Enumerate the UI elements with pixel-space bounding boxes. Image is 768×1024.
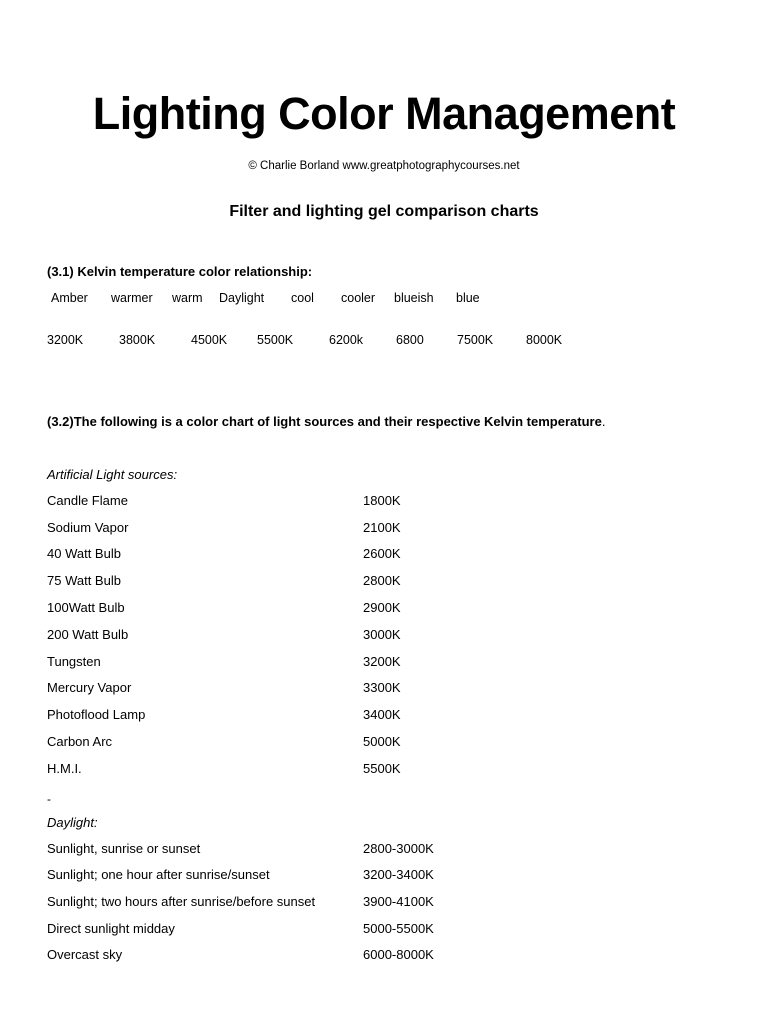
light-source-value: 2800K [363,573,401,588]
kelvin-value: 5500K [257,333,294,347]
page-subtitle: Filter and lighting gel comparison charts [229,203,539,220]
page-title: Lighting Color Management [92,88,676,139]
light-source-value: 3300K [363,680,401,695]
artificial-sources-label: Artificial Light sources: [47,467,178,482]
light-source-name: 100Watt Bulb [47,600,125,615]
light-source-value: 5500K [363,761,401,776]
light-source-value: 2100K [363,520,401,535]
kelvin-word: blue [456,291,480,305]
kelvin-value: 4500K [191,333,228,347]
kelvin-word: Amber [51,291,88,305]
light-source-value: 2900K [363,600,401,615]
kelvin-value: 8000K [526,333,563,347]
light-source-value: 3400K [363,707,401,722]
light-source-value: 2600K [363,546,401,561]
kelvin-value: 3800K [119,333,156,347]
kelvin-word: warm [172,291,203,305]
light-source-name: 40 Watt Bulb [47,546,121,561]
light-source-name: Photoflood Lamp [47,707,146,722]
kelvin-value: 3200K [47,333,84,347]
light-source-name: 200 Watt Bulb [47,627,129,642]
daylight-condition-name: Sunlight; one hour after sunrise/sunset [47,867,270,882]
light-source-name: 75 Watt Bulb [47,573,121,588]
daylight-condition-name: Sunlight, sunrise or sunset [47,841,201,856]
separator-dash: - [47,792,51,806]
kelvin-value: 6200k [329,333,364,347]
kelvin-value: 7500K [457,333,494,347]
light-source-name: Carbon Arc [47,734,113,749]
light-source-value: 5000K [363,734,401,749]
daylight-condition-value: 2800-3000K [363,841,434,856]
section-3-2-heading: (3.2)The following is a color chart of light sources and their respective Kelvin temperature [47,414,602,429]
kelvin-value: 6800 [396,333,424,347]
section-3-1-heading: (3.1) Kelvin temperature color relationship: [47,264,313,279]
kelvin-word: cooler [341,291,376,305]
light-source-value: 1800K [363,493,401,508]
daylight-label: Daylight: [47,815,98,830]
light-source-name: Mercury Vapor [47,680,132,695]
daylight-condition-value: 5000-5500K [363,921,434,936]
kelvin-word: cool [291,291,314,305]
light-source-name: Candle Flame [47,493,128,508]
daylight-condition-value: 3200-3400K [363,867,434,882]
light-source-name: Sodium Vapor [47,520,129,535]
daylight-condition-name: Overcast sky [47,947,123,962]
section-3-2-heading-period: . [601,414,606,429]
kelvin-word: warmer [111,291,153,305]
daylight-condition-value: 3900-4100K [363,894,434,909]
daylight-condition-name: Sunlight; two hours after sunrise/before sunset [47,894,316,909]
light-source-name: Tungsten [47,654,101,669]
kelvin-word: blueish [394,291,434,305]
daylight-condition-name: Direct sunlight midday [47,921,175,936]
light-source-value: 3200K [363,654,401,669]
light-source-name: H.M.I. [47,761,82,776]
kelvin-word: Daylight [219,291,265,305]
credit-line: © Charlie Borland www.greatphotographycourses.net [248,160,520,172]
light-source-value: 3000K [363,627,401,642]
section-3-2-heading-wrap [47,413,605,431]
daylight-condition-value: 6000-8000K [363,947,434,962]
